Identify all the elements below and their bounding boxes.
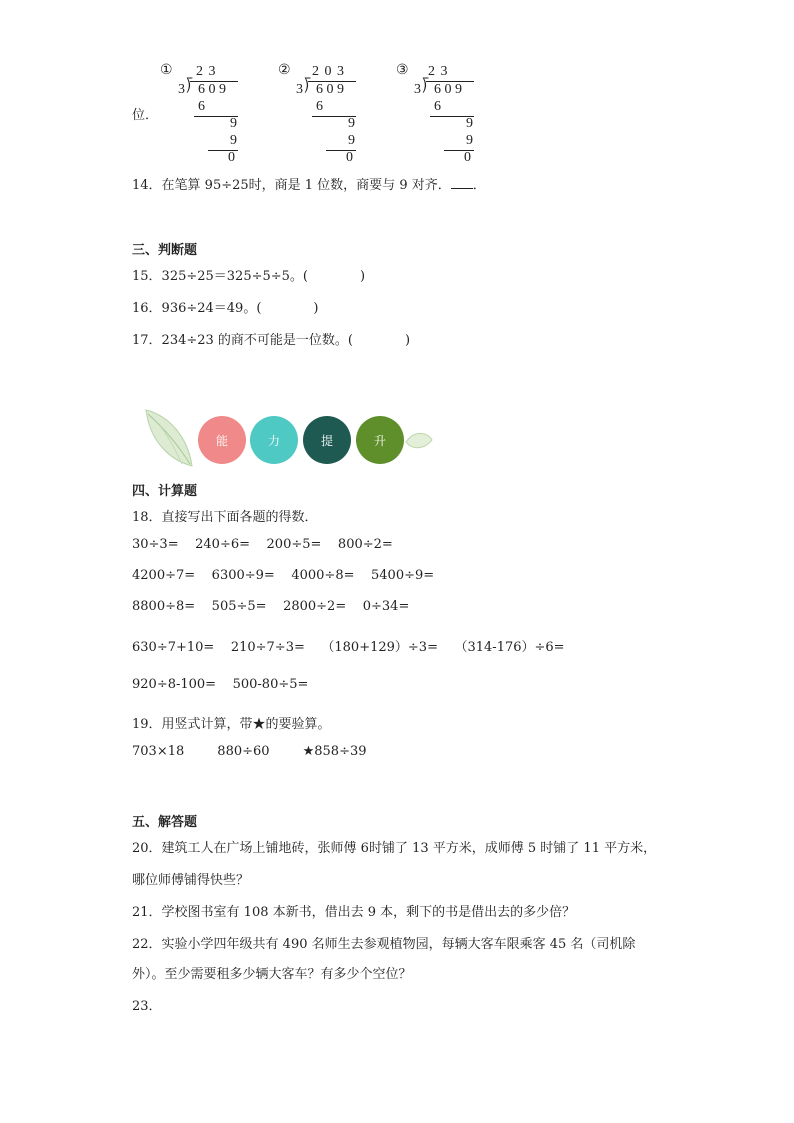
step-3: 9: [466, 133, 473, 148]
divisor: 3: [178, 82, 185, 97]
question-20-line-2: 哪位师傅铺得快些？: [132, 873, 250, 888]
calc-row-4: 630÷7+10= 210÷7÷3= （180+129）÷3= （314-176）÷6=: [132, 640, 565, 655]
section-5-title: 五、解答题: [132, 815, 198, 830]
section-3-title: 三、判断题: [132, 243, 198, 258]
section-4-title: 四、计算题: [132, 484, 198, 499]
calc-row-3: 8800÷8= 505÷5= 2800÷2= 0÷34=: [132, 599, 410, 614]
banner-circle-3: 提: [303, 416, 351, 464]
remainder: 0: [228, 150, 235, 165]
banner-circle-1: 能: [198, 416, 246, 464]
option-marker: ①: [160, 63, 173, 78]
question-21: 21．学校图书室有 108 本新书，借出去 9 本，剩下的书是借出去的多少倍？: [132, 905, 576, 920]
step-1: 6: [434, 99, 441, 114]
remainder: 0: [346, 150, 353, 165]
dividend: 6 0 9: [316, 82, 344, 97]
question-23: 23．: [132, 999, 162, 1014]
question-22-line-2: 外）。至少需要租多少辆大客车？有多少个空位？: [132, 967, 412, 982]
calc-row-5: 920÷8-100= 500-80÷5=: [132, 677, 309, 692]
step-2: 9: [466, 116, 473, 131]
divisor: 3: [296, 82, 303, 97]
leaf-decoration-icon: [140, 408, 200, 468]
question-19-items: 703×18 880÷60 ★858÷39: [132, 744, 367, 759]
calc-row-1: 30÷3= 240÷6= 200÷5= 800÷2=: [132, 537, 393, 552]
division-option-1: ① 2 3 3 ⟌ 6 0 9 6 9 9 0: [160, 63, 237, 165]
banner-circle-4: 升: [356, 416, 404, 464]
division-option-3: ③ 2 3 3 ⟌ 6 0 9 6 9 9 0: [396, 63, 473, 165]
small-leaf-icon: [404, 428, 434, 458]
step-3: 9: [230, 133, 237, 148]
step-1: 6: [316, 99, 323, 114]
dividend: 6 0 9: [198, 82, 226, 97]
option-marker: ②: [278, 63, 291, 78]
divisor: 3: [414, 82, 421, 97]
step-2: 9: [348, 116, 355, 131]
banner-circle-2: 力: [250, 416, 298, 464]
question-15: 15．325÷25＝325÷5÷5。( ): [132, 269, 366, 284]
q13-tail: 位．: [132, 108, 159, 123]
step-3: 9: [348, 133, 355, 148]
quotient: 2 3: [196, 64, 217, 79]
question-18: 18．直接写出下面各题的得数．: [132, 510, 318, 525]
answer-blank[interactable]: [451, 178, 473, 189]
step-1: 6: [198, 99, 205, 114]
remainder: 0: [464, 150, 471, 165]
question-16: 16．936÷24＝49。( ): [132, 301, 319, 316]
quotient: 2 0 3: [312, 64, 345, 79]
question-14-text: 14．在笔算 95÷25时，商是 1 位数，商要与 9 对齐．: [132, 178, 451, 193]
question-14: 14．在笔算 95÷25时，商是 1 位数，商要与 9 对齐． ．: [132, 178, 486, 193]
division-option-2: ② 2 0 3 3 ⟌ 6 0 9 6 9 9 0: [278, 63, 355, 165]
question-19: 19．用竖式计算，带★的要验算。: [132, 717, 331, 732]
step-2: 9: [230, 116, 237, 131]
question-22-line-1: 22．实验小学四年级共有 490 名师生去参观植物园，每辆大客车限乘客 45 名（司机除: [132, 937, 636, 952]
question-20-line-1: 20．建筑工人在广场上铺地砖，张师傅 6时铺了 13 平方米，成师傅 5 时铺了 11 平方米，: [132, 841, 657, 856]
ability-banner: [140, 408, 440, 470]
calc-row-2: 4200÷7= 6300÷9= 4000÷8= 5400÷9=: [132, 568, 435, 583]
dividend: 6 0 9: [434, 82, 462, 97]
quotient: 2 3: [428, 64, 449, 79]
question-17: 17．234÷23 的商不可能是一位数。( ): [132, 333, 411, 348]
option-marker: ③: [396, 63, 409, 78]
